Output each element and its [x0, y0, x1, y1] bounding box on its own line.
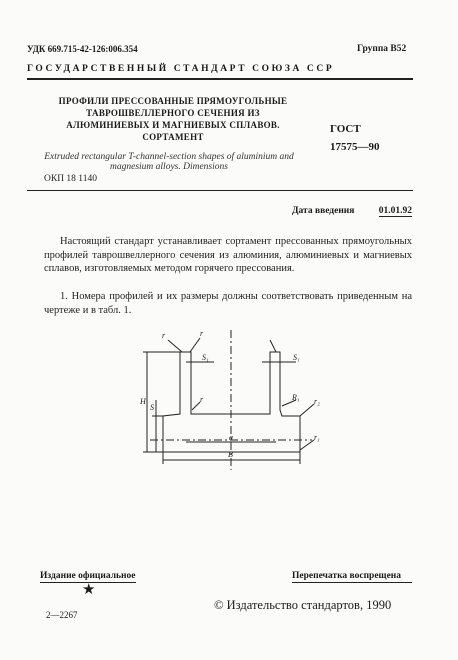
leader-r-top-right [270, 340, 276, 352]
label-s: S [150, 403, 154, 412]
leader-r-right [190, 338, 200, 352]
leader-r-inner [192, 402, 200, 410]
document-title: ПРОФИЛИ ПРЕССОВАННЫЕ ПРЯМОУГОЛЬНЫЕ ТАВРОШВЕЛЛЕРНОГО СЕЧЕНИЯ ИЗ АЛЮМИНИЕВЫХ И МАГНИЕВЫХ СПЛАВОВ. СОРТАМЕНТ [58, 96, 288, 142]
copyright: © Издательство стандартов, 1990 [214, 598, 392, 612]
leader-r2 [300, 404, 314, 416]
label-b: B [228, 450, 233, 459]
label-h: H [140, 397, 146, 406]
okp-code: ОКП 18 1140 [44, 174, 97, 184]
group-code: Группа В52 [357, 44, 407, 54]
paragraph-1: 1. Номера профилей и их размеры должны соответствовать приведенным на чертеже и в табл. 1. [44, 291, 412, 316]
edition-note: Издание официальное [40, 571, 136, 581]
print-number: 2—2267 [46, 610, 78, 620]
date-value: 01.01.92 [378, 206, 413, 216]
label-s1-left: S₁ [202, 353, 209, 362]
label-s1-right: S₁ [293, 353, 300, 362]
paragraph-intro: Настоящий стандарт устанавливает сортамент прессованных прямоугольных профилей таврошвеллерного сечения из алюминия, алюминиевых и магниевых сплавов, изготовляемых методом горячего прессования. [44, 236, 412, 274]
leader-r-left [168, 340, 182, 352]
reprint-note: Перепечатка воспрещена [292, 571, 402, 581]
reprint-rule [292, 582, 412, 583]
label-a: a [229, 433, 233, 442]
label-r1: R₁ [292, 393, 300, 402]
label-r-inner: r [200, 395, 204, 404]
star-mark: ★ [82, 582, 96, 598]
label-r-top-left: r [162, 331, 166, 340]
label-r2: r₂ [314, 397, 320, 406]
english-title: Extruded rectangular T-channel-section shapes of aluminium and magnesium alloys. Dimensions [44, 152, 294, 172]
standard-heading: ГОСУДАРСТВЕННЫЙ СТАНДАРТ СОЮЗА ССР [27, 64, 335, 74]
gost-label: ГОСТ [330, 123, 361, 135]
gost-number: 17575—90 [330, 141, 380, 153]
label-r-top-right: r [200, 329, 204, 338]
leader-r-base [300, 440, 314, 450]
udk-code: УДК 669.715-42-126:006.354 [27, 44, 138, 54]
date-label: Дата введения [292, 206, 355, 216]
label-r-base: r₁ [314, 433, 320, 442]
